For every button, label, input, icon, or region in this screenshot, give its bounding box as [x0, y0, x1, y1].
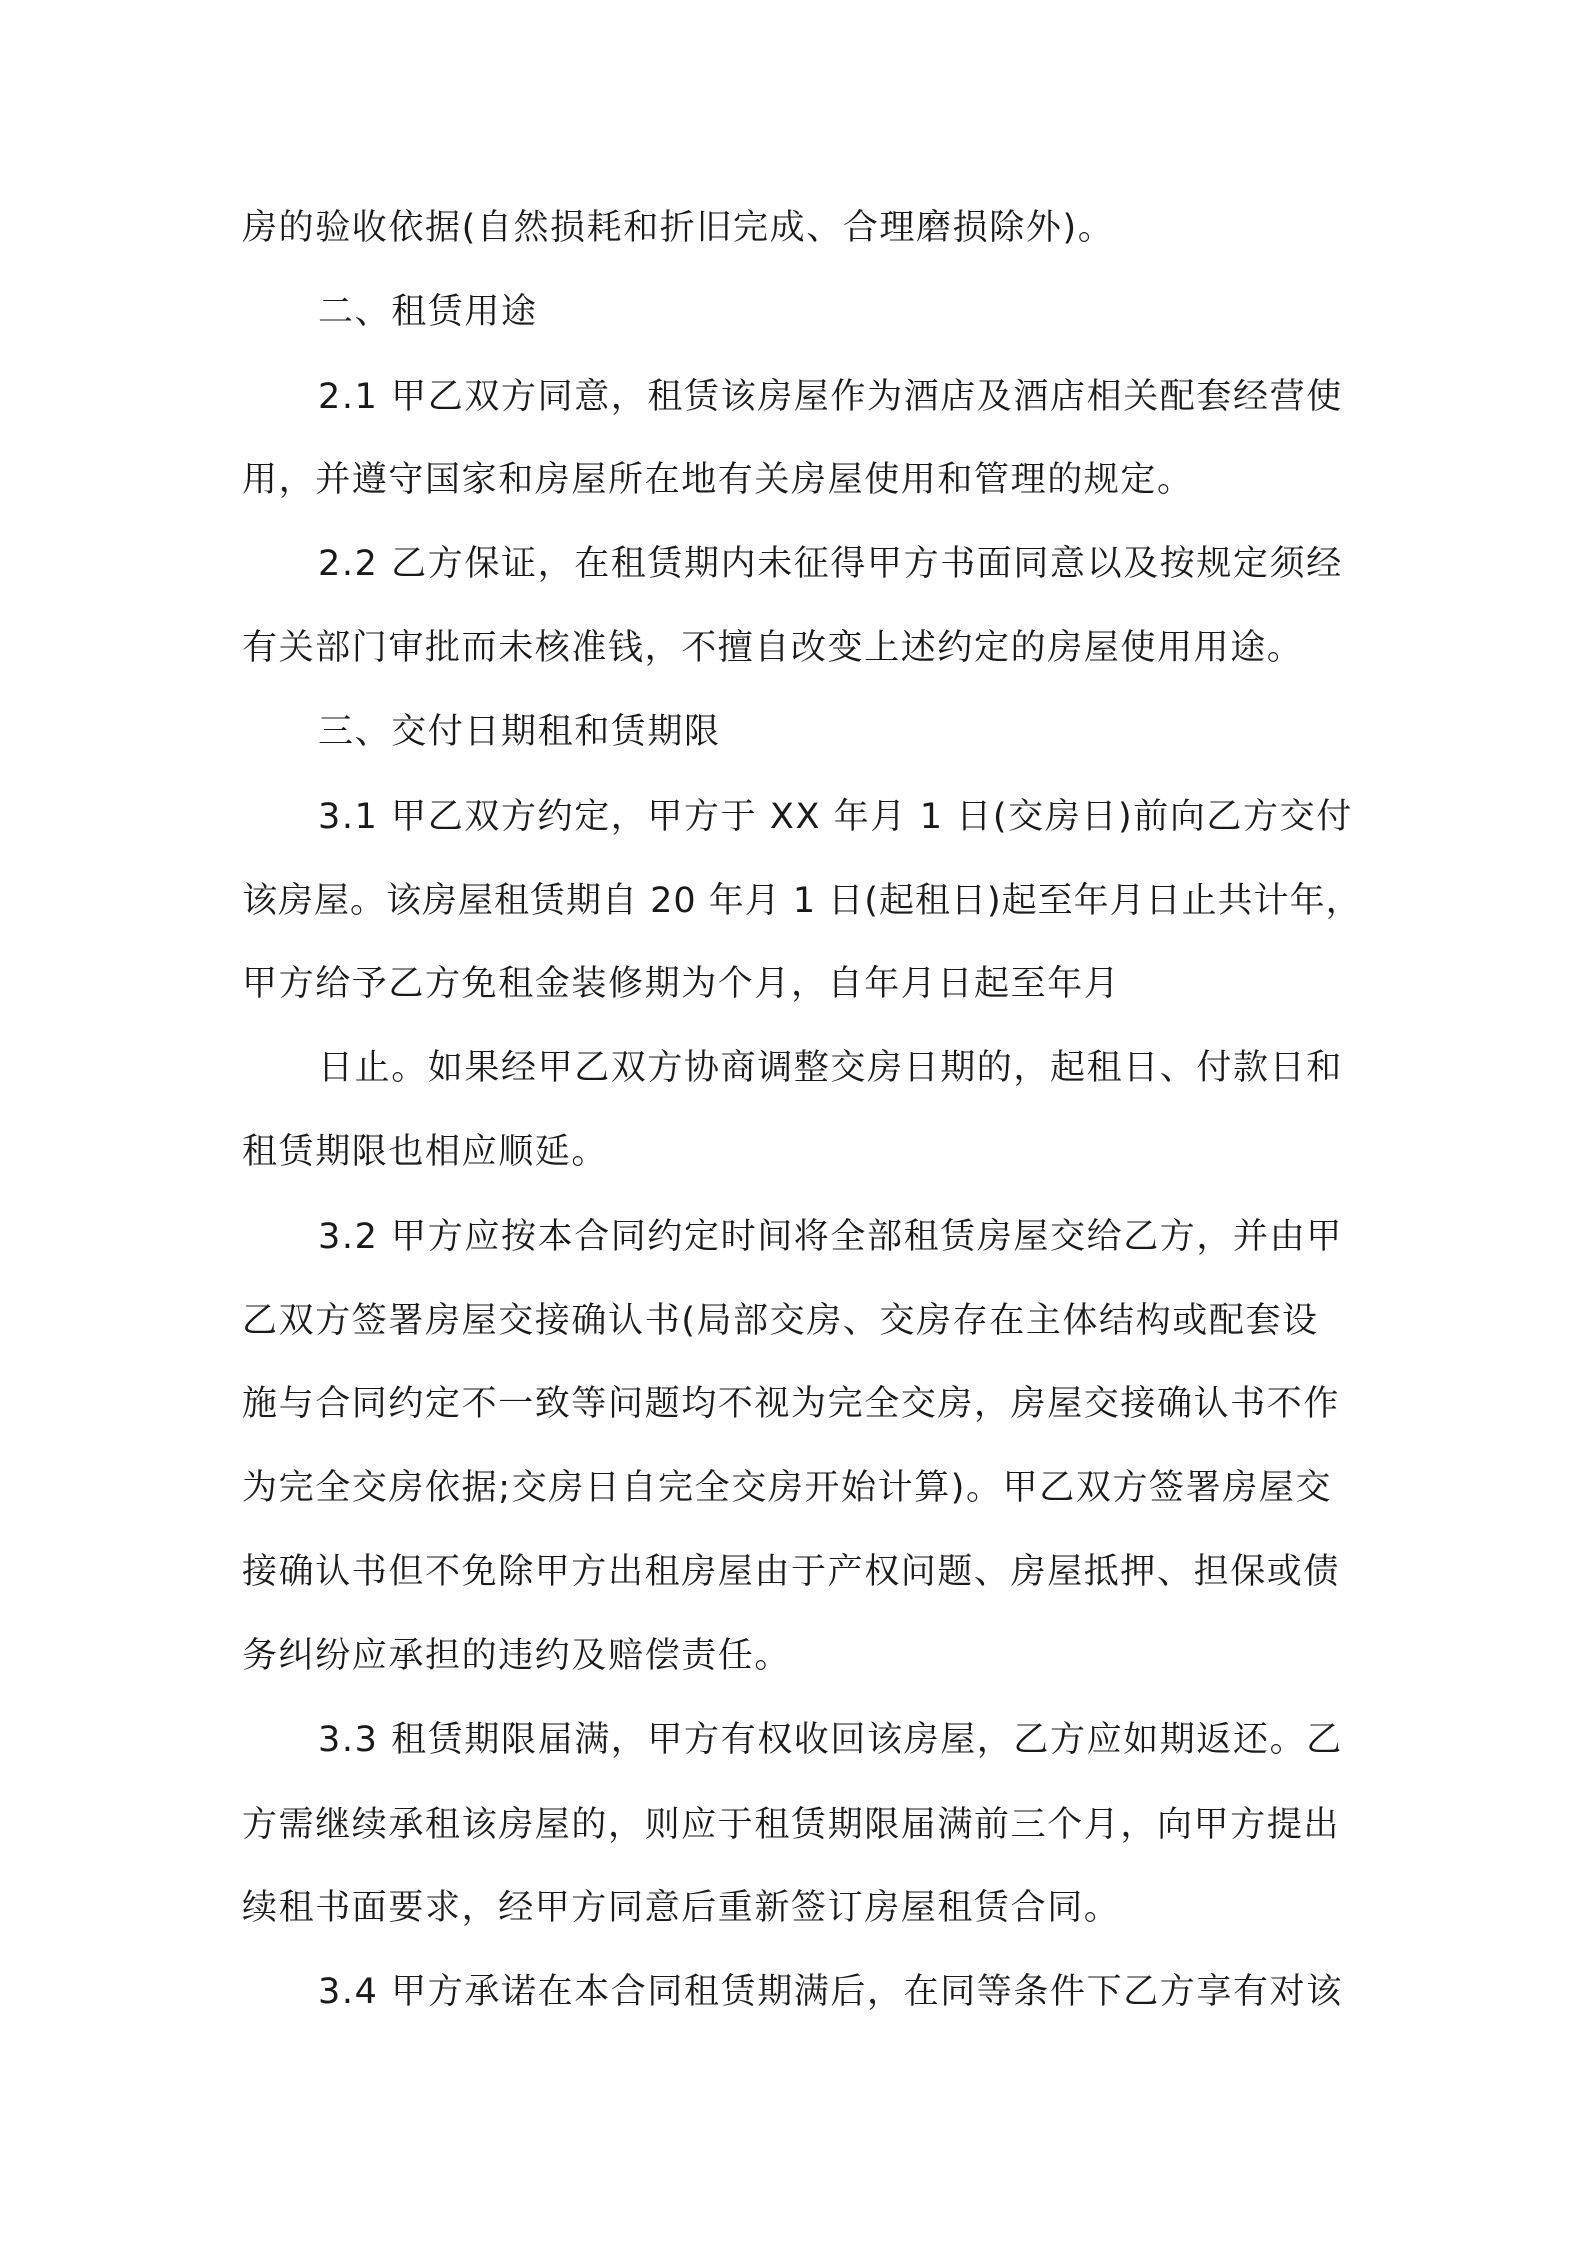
text-line: 3.4 甲方承诺在本合同租赁期满后，在同等条件下乙方享有对该	[318, 1972, 1343, 2012]
text-line: 租赁期限也相应顺延。	[242, 1132, 609, 1172]
text-line: 用，并遵守国家和房屋所在地有关房屋使用和管理的规定。	[242, 460, 1194, 500]
text-line: 房的验收依据(自然损耗和折旧完成、合理磨损除外)。	[242, 208, 1115, 248]
text-line: 乙双方签署房屋交接确认书(局部交房、交房存在主体结构或配套设	[242, 1301, 1319, 1341]
section-heading: 二、租赁用途	[318, 292, 538, 332]
text-line: 日止。如果经甲乙双方协商调整交房日期的，起租日、付款日和	[318, 1048, 1343, 1088]
text-line: 方需继续承租该房屋的，则应于租赁期限届满前三个月，向甲方提出	[242, 1805, 1341, 1845]
text-line: 接确认书但不免除甲方出租房屋由于产权问题、房屋抵押、担保或债	[242, 1552, 1341, 1592]
text-line: 甲方给予乙方免租金装修期为个月，自年月日起至年月	[242, 964, 1121, 1004]
text-line: 3.1 甲乙双方约定，甲方于 XX 年月 1 日(交房日)前向乙方交付	[318, 797, 1353, 837]
text-line: 2.1 甲乙双方同意，租赁该房屋作为酒店及酒店相关配套经营使	[318, 377, 1343, 417]
text-line: 务纠纷应承担的违约及赔偿责任。	[242, 1636, 792, 1676]
text-line: 为完全交房依据;交房日自完全交房开始计算)。甲乙双方签署房屋交	[242, 1468, 1333, 1508]
text-line: 2.2 乙方保证，在租赁期内未征得甲方书面同意以及按规定须经	[318, 544, 1343, 584]
text-line: 3.2 甲方应按本合同约定时间将全部租赁房屋交给乙方，并由甲	[318, 1217, 1343, 1257]
text-line: 有关部门审批而未核准钱，不擅自改变上述约定的房屋使用用途。	[242, 628, 1304, 668]
text-line: 该房屋。该房屋租赁期自 20 年月 1 日(起租日)起至年月日止共计年，	[242, 881, 1362, 921]
text-line: 续租书面要求，经甲方同意后重新签订房屋租赁合同。	[242, 1888, 1121, 1928]
text-line: 施与合同约定不一致等问题均不视为完全交房，房屋交接确认书不作	[242, 1384, 1341, 1424]
section-heading: 三、交付日期租和赁期限	[318, 712, 721, 752]
text-line: 3.3 租赁期限届满，甲方有权收回该房屋，乙方应如期返还。乙	[318, 1720, 1343, 1760]
